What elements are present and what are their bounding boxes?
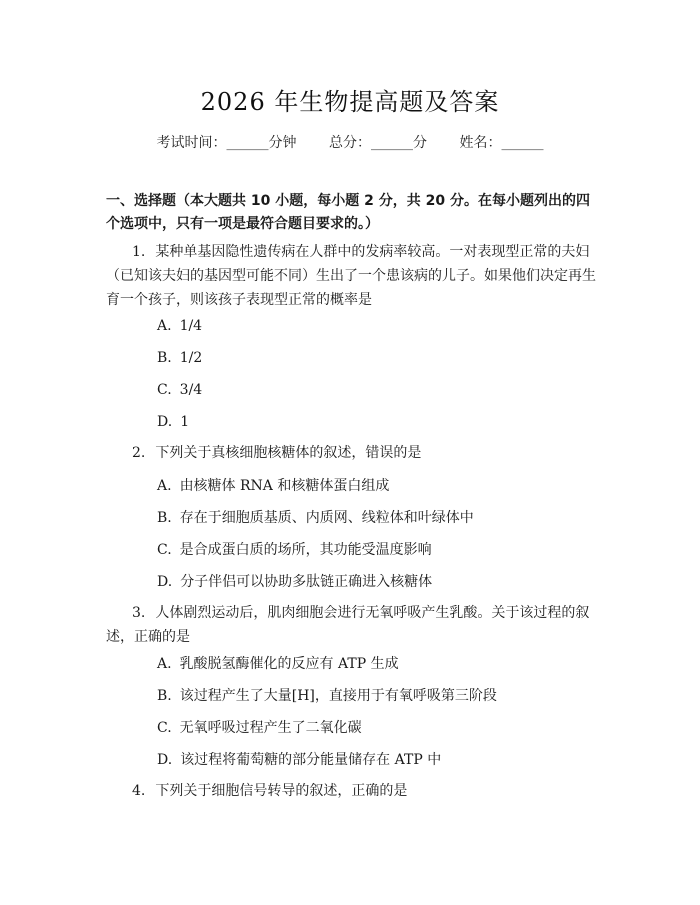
page-title: 2026 年生物提高题及答案 [200, 88, 500, 116]
question-1 [106, 240, 602, 312]
option-2c [157, 540, 597, 560]
option-1d [157, 412, 597, 432]
option-text: 由核糖体 RNA 和核糖体蛋白组成 [179, 478, 390, 494]
option-letter: B. [157, 688, 172, 704]
option-text: 乳酸脱氢酶催化的反应有 ATP 生成 [179, 656, 399, 672]
option-3d [157, 750, 597, 770]
section-heading: 一、选择题（本大题共 10 小题，每小题 2 分，共 20 分。在每小题列出的四个选项中，只有一项是最符合题目要求的。） [106, 193, 590, 232]
question-number: 2. [132, 445, 146, 461]
option-text: 该过程将葡萄糖的部分能量储存在 ATP 中 [180, 752, 442, 768]
option-letter: C. [157, 542, 172, 558]
question-2 [106, 441, 602, 465]
total-score-label: 总分：______分 [329, 135, 427, 151]
option-text: 3/4 [179, 382, 203, 398]
option-letter: B. [157, 350, 172, 366]
option-letter: C. [157, 382, 172, 398]
student-name-label: 姓名：______ [459, 135, 544, 151]
option-letter: B. [157, 510, 172, 526]
option-letter: A. [157, 478, 172, 494]
option-text: 无氧呼吸过程产生了二氧化碳 [179, 720, 362, 736]
question-text: 下列关于细胞信号转导的叙述，正确的是 [155, 783, 408, 799]
option-2a [157, 476, 597, 496]
option-letter: A. [157, 318, 172, 334]
option-text: 1/4 [179, 318, 203, 334]
option-text: 分子伴侣可以协助多肽链正确进入核糖体 [180, 574, 433, 590]
question-number: 4. [132, 783, 146, 799]
question-number: 3. [132, 605, 146, 621]
option-3a [157, 654, 597, 674]
option-1c [157, 380, 597, 400]
option-3c [157, 718, 597, 738]
option-text: 存在于细胞质基质、内质网、线粒体和叶绿体中 [179, 510, 474, 526]
question-number: 1. [132, 244, 146, 260]
option-letter: D. [157, 414, 173, 430]
question-4 [106, 779, 602, 803]
question-3 [106, 601, 602, 649]
option-letter: D. [157, 574, 173, 590]
option-text: 1/2 [179, 350, 203, 366]
option-3b [157, 686, 597, 706]
option-1b [157, 348, 597, 368]
option-text: 1 [180, 414, 190, 430]
option-text: 是合成蛋白质的场所，其功能受温度影响 [179, 542, 432, 558]
question-text: 下列关于真核细胞核糖体的叙述，错误的是 [155, 445, 422, 461]
option-2b [157, 508, 597, 528]
question-text: 某种单基因隐性遗传病在人群中的发病率较高。一对表现型正常的夫妇（已知该夫妇的基因型可能不同）生出了一个患该病的儿子。如果他们决定再生育一个孩子，则该孩子表现型正常的概率是 [106, 244, 596, 308]
option-text: 该过程产生了大量[H]，直接用于有氧呼吸第三阶段 [179, 688, 497, 704]
exam-time-label: 考试时间：______分钟 [156, 135, 297, 151]
option-letter: D. [157, 752, 173, 768]
option-letter: C. [157, 720, 172, 736]
question-text: 人体剧烈运动后，肌肉细胞会进行无氧呼吸产生乳酸。关于该过程的叙述，正确的是 [106, 605, 590, 645]
option-1a [157, 316, 597, 336]
option-letter: A. [157, 656, 172, 672]
exam-meta [0, 132, 700, 152]
option-2d [157, 572, 597, 592]
